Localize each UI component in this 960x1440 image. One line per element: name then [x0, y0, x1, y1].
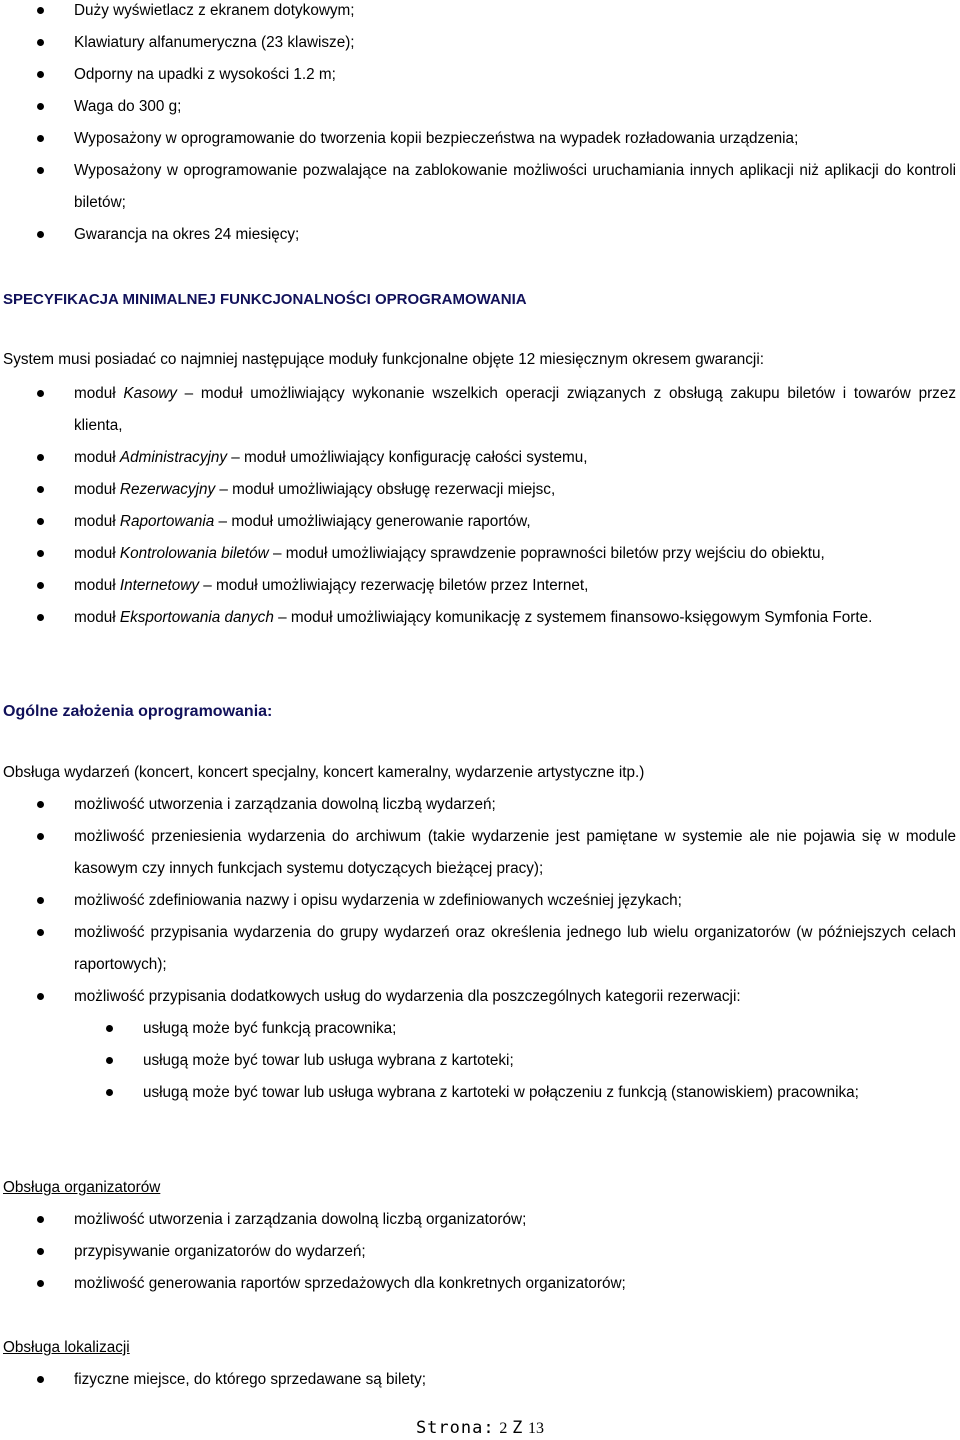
module-name: Rezerwacyjny — [119, 481, 216, 498]
list-item: możliwość przypisania dodatkowych usług do wydarzenia dla poszczególnych kategorii rezerwacji: — [0, 981, 960, 1013]
list-item: Wyposażony w oprogramowanie do tworzenia kopii bezpieczeństwa na wypadek rozładowania urządzenia; — [0, 123, 960, 155]
list-item: Gwarancja na okres 24 miesięcy; — [0, 219, 960, 251]
list-item: Waga do 300 g; — [0, 91, 960, 123]
module-name: Administracyjny — [119, 449, 228, 466]
module-item-kontrolowania: moduł Kontrolowania biletów – moduł umożliwiający sprawdzenie poprawności biletów przy wejściu do obiektu, — [0, 538, 960, 570]
module-name: Raportowania — [119, 513, 215, 530]
general-heading: Ogólne założenia oprogramowania: — [3, 703, 273, 720]
list-item: możliwość utworzenia i zarządzania dowolną liczbą wydarzeń; — [0, 789, 960, 821]
list-item: Wyposażony w oprogramowanie pozwalające na zablokowanie możliwości uruchamiania innych aplikacji niż aplikacji do kontroli biletów; — [0, 155, 960, 219]
organizers-list — [0, 1204, 960, 1300]
list-item: możliwość zdefiniowania nazwy i opisu wydarzenia w zdefiniowanych wcześniej językach; — [0, 885, 960, 917]
module-item-eksportowania: moduł Eksportowania danych – moduł umożliwiający komunikację z systemem finansowo-księgowym Symfonia Forte. — [0, 602, 960, 634]
list-item: usługą może być towar lub usługa wybrana z kartoteki w połączeniu z funkcją (stanowiskiem) pracownika; — [0, 1077, 960, 1109]
events-intro: Obsługa wydarzeń (koncert, koncert specjalny, koncert kameralny, wydarzenie artystyczne itp.) — [3, 764, 645, 781]
services-list — [0, 1013, 960, 1109]
list-item: Odporny na upadki z wysokości 1.2 m; — [0, 59, 960, 91]
list-item: usługą może być funkcją pracownika; — [0, 1013, 960, 1045]
module-item-rezerwacyjny: moduł Rezerwacyjny – moduł umożliwiający obsługę rezerwacji miejsc, — [0, 474, 960, 506]
page-label: Strona: — [415, 1418, 495, 1438]
list-item: Duży wyświetlacz z ekranem dotykowym; — [0, 0, 960, 27]
module-name: Kontrolowania biletów — [119, 545, 269, 562]
page-of: Z — [512, 1418, 524, 1438]
list-item: przypisywanie organizatorów do wydarzeń; — [0, 1236, 960, 1268]
list-item: Klawiatury alfanumeryczna (23 klawisze); — [0, 27, 960, 59]
modules-list — [0, 378, 960, 634]
list-item: możliwość przeniesienia wydarzenia do archiwum (takie wydarzenie jest pamiętane w systemie ale nie pojawia się w module kasowym czy innych funkcjach systemu dotyczących bieżącej pracy); — [0, 821, 960, 885]
module-item-kasowy: moduł Kasowy – moduł umożliwiający wykonanie wszelkich operacji związanych z obsługą zakupu biletów i towarów przez klienta, — [0, 378, 960, 442]
module-name: Eksportowania danych — [119, 609, 274, 626]
page-footer — [0, 1418, 960, 1438]
device-requirements-list — [0, 0, 960, 251]
list-item: możliwość utworzenia i zarządzania dowolną liczbą organizatorów; — [0, 1204, 960, 1236]
locations-list — [0, 1364, 960, 1396]
page-total: 13 — [528, 1420, 545, 1437]
module-item-raportowania: moduł Raportowania – moduł umożliwiający generowanie raportów, — [0, 506, 960, 538]
list-item: usługą może być towar lub usługa wybrana z kartoteki; — [0, 1045, 960, 1077]
list-item: możliwość generowania raportów sprzedażowych dla konkretnych organizatorów; — [0, 1268, 960, 1300]
locations-heading: Obsługa lokalizacji — [3, 1339, 130, 1356]
module-name: Internetowy — [119, 577, 199, 594]
module-item-internetowy: moduł Internetowy – moduł umożliwiający rezerwację biletów przez Internet, — [0, 570, 960, 602]
list-item: możliwość przypisania wydarzenia do grupy wydarzeń oraz określenia jednego lub wielu organizatorów (w późniejszych celach raportowych); — [0, 917, 960, 981]
modules-intro: System musi posiadać co najmniej następujące moduły funkcjonalne objęte 12 miesięcznym okresem gwarancji: — [3, 351, 764, 368]
module-name: Kasowy — [123, 385, 177, 402]
list-item: fizyczne miejsce, do którego sprzedawane są bilety; — [0, 1364, 960, 1396]
organizers-heading: Obsługa organizatorów — [3, 1179, 161, 1196]
events-list — [0, 789, 960, 1013]
module-item-administracyjny: moduł Administracyjny – moduł umożliwiający konfigurację całości systemu, — [0, 442, 960, 474]
spec-heading: SPECYFIKACJA MINIMALNEJ FUNKCJONALNOŚCI OPROGRAMOWANIA — [3, 291, 527, 308]
page-number: 2 — [499, 1420, 508, 1437]
